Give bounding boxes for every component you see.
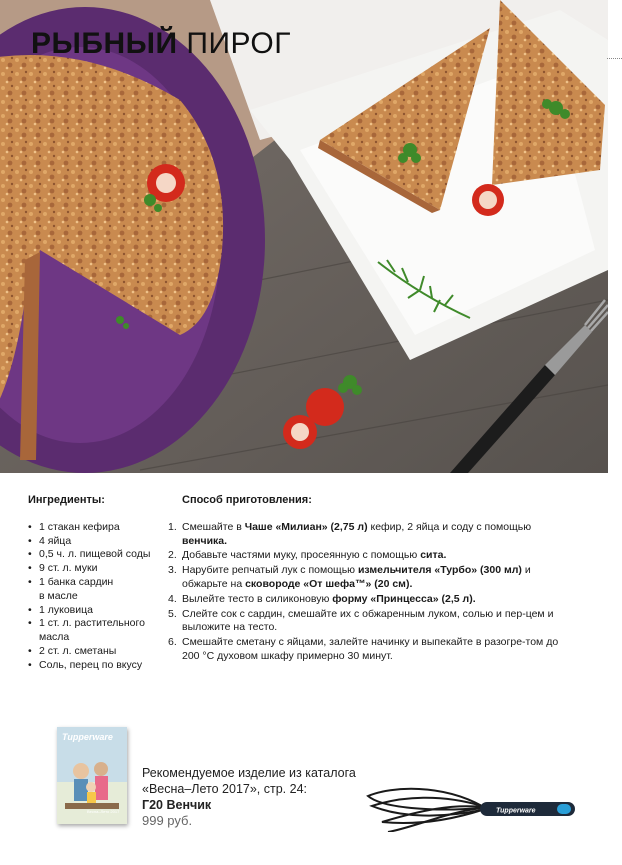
- step-number: 4.: [168, 592, 177, 605]
- ingredient-item: • 1 стакан кефира: [28, 521, 168, 535]
- ingredients-heading: Ингредиенты:: [28, 494, 105, 506]
- product-recommendation: [142, 765, 356, 829]
- step-text-bold: форму «Принцесса» (2,5 л).: [332, 592, 476, 605]
- ingredient-item: • 9 ст. л. муки: [28, 562, 168, 576]
- step-text: Слейте сок с сардин, смешайте их с обжаренным луком, солью и пер-цем и выложите на тесто.: [182, 607, 554, 634]
- step-number: 5.: [168, 607, 177, 620]
- method-step: [168, 549, 578, 563]
- product-price: 999 руб.: [142, 813, 193, 828]
- catalog-season: Весна–Лето 2017: [87, 809, 120, 814]
- ingredient-item: • 2 ст. л. сметаны: [28, 645, 168, 659]
- method-step: [168, 593, 578, 607]
- catalog-brand: Tupperware: [62, 732, 113, 742]
- ingredients-section: [28, 494, 168, 673]
- step-text: и обжарьте на: [182, 564, 531, 590]
- step-text: Добавьте частями муку, просеянную с помощью: [182, 549, 421, 562]
- ingredient-item: • 1 луковица: [28, 604, 168, 618]
- step-number: 1.: [168, 520, 177, 533]
- whisk-product-image: [362, 782, 577, 837]
- step-text-bold: Чаше «Милиан» (2,75 л): [244, 520, 368, 533]
- step-text: Вылейте тесто в силиконовую: [182, 592, 333, 605]
- step-number: 2.: [168, 549, 177, 562]
- whisk-brand: Tupperware: [496, 807, 536, 815]
- method-heading: Способ приготовления:: [182, 494, 312, 506]
- step-text: Смешайте в: [182, 520, 245, 533]
- title-bold: РЫБНЫЙ: [31, 27, 178, 60]
- step-number: 3.: [168, 564, 177, 577]
- method-step: [168, 521, 578, 549]
- step-text-bold: венчика.: [182, 534, 228, 547]
- promo-line-2: «Весна–Лето 2017», стр. 24:: [142, 782, 308, 796]
- step-text-bold: измельчителя «Турбо» (300 мл): [357, 564, 522, 577]
- method-step: [168, 636, 578, 664]
- step-text-bold: сита.: [420, 549, 447, 562]
- page-title: [31, 27, 291, 61]
- ingredient-item: • 1 банка сардин в масле: [28, 576, 168, 604]
- ingredients-list: [28, 521, 168, 673]
- whisk-icon: [362, 782, 577, 832]
- ingredient-item: • 1 ст. л. растительного масла: [28, 617, 168, 645]
- step-text-bold: сковороде «От шефа™» (20 см).: [245, 577, 413, 590]
- catalog-cover[interactable]: [57, 727, 127, 824]
- step-text: кефир, 2 яйца и соду с помощью: [367, 520, 532, 533]
- page-edge-mark: [607, 58, 622, 59]
- method-steps: [168, 521, 578, 664]
- method-step: [168, 564, 578, 592]
- ingredient-item: • 4 яйца: [28, 535, 168, 549]
- ingredient-item: • 0,5 ч. л. пищевой соды: [28, 548, 168, 562]
- step-text: Смешайте сметану с яйцами, залейте начинку и выпекайте в разогре-том до 200 °C духовом шкафу примерно 30 минут.: [182, 636, 559, 662]
- promo-line-1: Рекомендуемое изделие из каталога: [142, 766, 356, 780]
- ingredient-item: • Соль, перец по вкусу: [28, 659, 168, 673]
- method-step: [168, 608, 578, 636]
- method-section: [168, 494, 578, 665]
- product-name: Г20 Венчик: [142, 798, 212, 812]
- title-light: ПИРОГ: [186, 27, 291, 60]
- step-number: 6.: [168, 636, 177, 649]
- step-text: Нарубите репчатый лук с помощью: [182, 564, 358, 577]
